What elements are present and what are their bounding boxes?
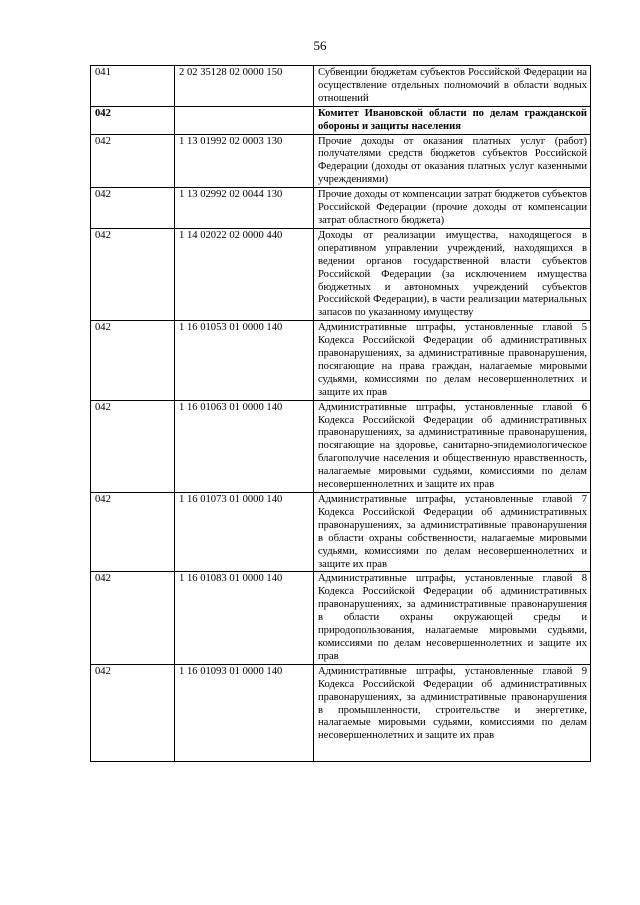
table-row (91, 188, 591, 229)
income-name-cell: Административные штрафы, установленные главой 8 Кодекса Российской Федерации об административных правонарушениях, за административные правонарушения в области охраны окружающей среды и природопользования, налагаемые мировыми судьями, комиссиями по делам несовершеннолетних и защите их прав (314, 572, 591, 664)
table-row-committee-header (91, 106, 591, 134)
page-number: 56 (313, 38, 327, 53)
admin-code-cell: 042 (91, 321, 175, 400)
admin-code-cell: 042 (91, 493, 175, 572)
income-name-cell: Прочие доходы от оказания платных услуг (работ) получателями средств бюджетов субъектов Российской Федерации (доходы от оказания платных услуг казенными учреждениями) (314, 134, 591, 188)
budget-code-cell (175, 106, 314, 134)
admin-code-cell: 042 (91, 134, 175, 188)
table-row (91, 134, 591, 188)
admin-code-cell: 042 (91, 188, 175, 229)
table-row (91, 228, 591, 320)
budget-code-cell: 2 02 35128 02 0000 150 (175, 66, 314, 107)
budget-code-cell: 1 16 01083 01 0000 140 (175, 572, 314, 664)
income-name-cell: Административные штрафы, установленные главой 5 Кодекса Российской Федерации об административных правонарушениях, за административные правонарушения, посягающие на права граждан, налагаемые мировыми судьями, комиссиями по делам несовершеннолетних и защите их прав (314, 321, 591, 400)
committee-name-cell: Комитет Ивановской области по делам гражданской обороны и защиты населения (314, 106, 591, 134)
budget-code-cell: 1 16 01063 01 0000 140 (175, 400, 314, 492)
admin-code-cell: 042 (91, 106, 175, 134)
budget-code-cell: 1 16 01053 01 0000 140 (175, 321, 314, 400)
income-name-cell: Прочие доходы от компенсации затрат бюджетов субъектов Российской Федерации (прочие доходы от компенсации затрат областного бюджета) (314, 188, 591, 229)
table-row (91, 321, 591, 400)
admin-code-cell: 042 (91, 664, 175, 761)
budget-code-cell: 1 13 01992 02 0003 130 (175, 134, 314, 188)
revenue-classification-table (90, 65, 591, 762)
income-name-cell: Субвенции бюджетам субъектов Российской Федерации на осуществление отдельных полномочий в области водных отношений (314, 66, 591, 107)
admin-code-cell: 042 (91, 400, 175, 492)
admin-code-cell: 042 (91, 572, 175, 664)
table-row (91, 400, 591, 492)
table-row (91, 66, 591, 107)
table-row (91, 664, 591, 761)
income-name-cell: Доходы от реализации имущества, находящегося в оперативном управлении учреждений, находящихся в ведении органов государственной власти субъектов Российской Федерации (за исключением имущества бюджетных и автономных учреждений субъектов Российской Федерации), в части реализации материальных запасов по указанному имуществу (314, 228, 591, 320)
budget-code-cell: 1 13 02992 02 0044 130 (175, 188, 314, 229)
budget-code-cell: 1 16 01073 01 0000 140 (175, 493, 314, 572)
income-name-cell: Административные штрафы, установленные главой 7 Кодекса Российской Федерации об административных правонарушениях, за административные правонарушения в области охраны собственности, налагаемые мировыми судьями, комиссиями по делам несовершеннолетних и защите их прав (314, 493, 591, 572)
income-name-cell: Административные штрафы, установленные главой 6 Кодекса Российской Федерации об административных правонарушениях, за административные правонарушения, посягающие на здоровье, санитарно-эпидемиологическое благополучие населения и общественную нравственность, налагаемые мировыми судьями, комиссиями по делам несовершеннолетних и защите их прав (314, 400, 591, 492)
income-name-cell: Административные штрафы, установленные главой 9 Кодекса Российской Федерации об административных правонарушениях, за административные правонарушения в промышленности, строительстве и энергетике, налагаемые мировыми судьями, комиссиями по делам несовершеннолетних и защите их прав (314, 664, 591, 761)
table-row (91, 572, 591, 664)
budget-code-cell: 1 14 02022 02 0000 440 (175, 228, 314, 320)
admin-code-cell: 041 (91, 66, 175, 107)
budget-code-cell: 1 16 01093 01 0000 140 (175, 664, 314, 761)
table-row (91, 493, 591, 572)
admin-code-cell: 042 (91, 228, 175, 320)
